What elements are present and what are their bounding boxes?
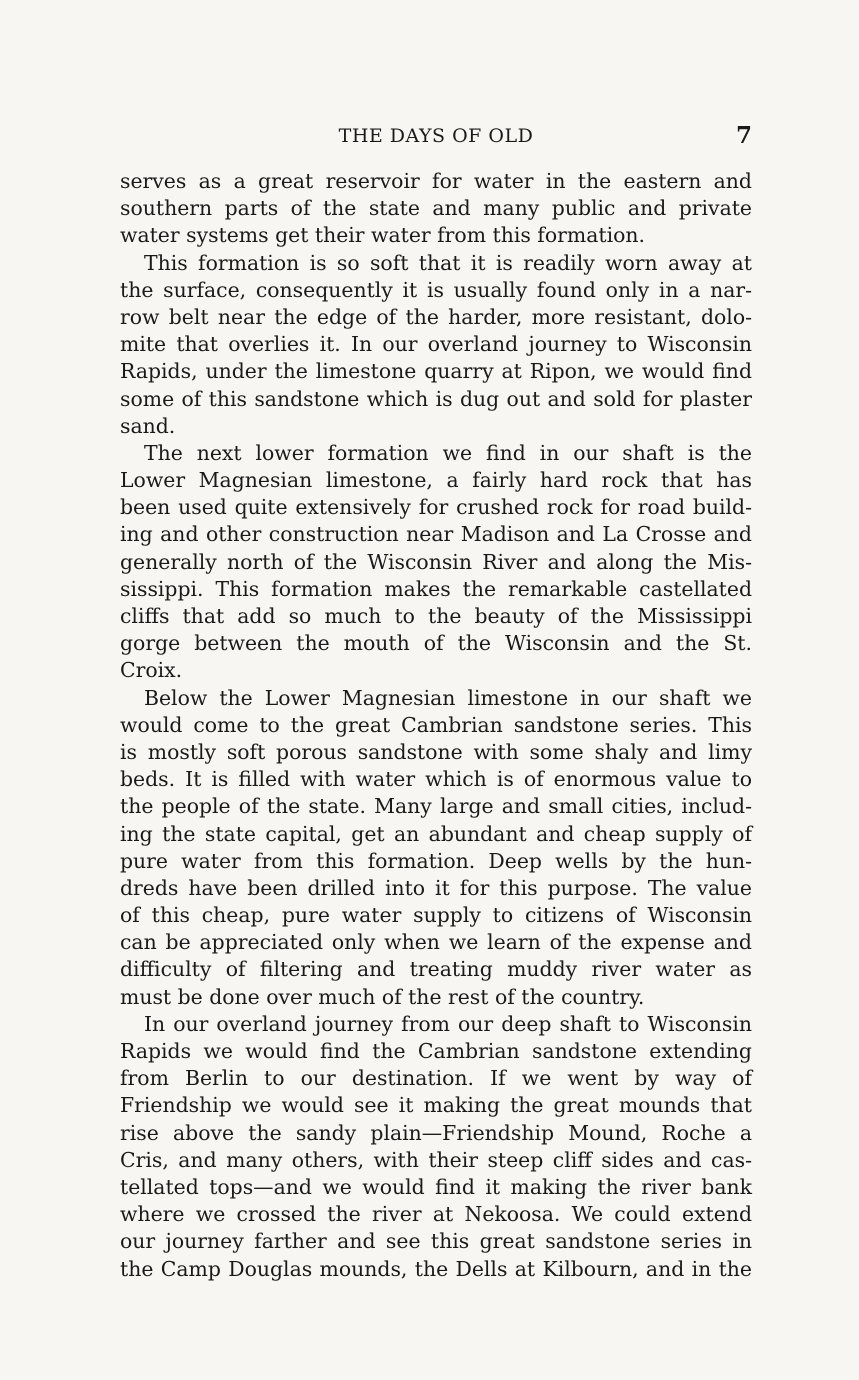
text-line: southern parts of the state and many public and private bbox=[120, 196, 752, 221]
text-line: rise above the sandy plain—Friendship Mound, Roche a bbox=[120, 1120, 752, 1145]
text-line: ing the state capital, get an abundant and cheap supply of bbox=[120, 821, 752, 846]
text-line: sissippi. This formation makes the remarkable castellated bbox=[120, 576, 752, 601]
text-line: dreds have been drilled into it for this purpose. The value bbox=[120, 875, 752, 900]
body-text bbox=[120, 168, 752, 1283]
text-line: where we crossed the river at Nekoosa. We could extend bbox=[120, 1202, 752, 1227]
text-line: Cris, and many others, with their steep cliff sides and cas- bbox=[120, 1147, 752, 1172]
text-line: would come to the great Cambrian sandstone series. This bbox=[120, 712, 752, 737]
text-line: can be appreciated only when we learn of the expense and bbox=[120, 930, 752, 955]
text-line: In our overland journey from our deep shaft to Wisconsin bbox=[144, 1011, 752, 1036]
text-line: The next lower formation we find in our shaft is the bbox=[144, 440, 752, 465]
text-line: water systems get their water from this formation. bbox=[120, 223, 645, 248]
text-line: pure water from this formation. Deep wells by the hun- bbox=[120, 848, 752, 873]
text-line: gorge between the mouth of the Wisconsin and the St. bbox=[120, 631, 752, 656]
running-title: THE DAYS OF OLD bbox=[338, 125, 534, 147]
text-line: ing and other construction near Madison and La Crosse and bbox=[120, 522, 752, 547]
text-line: the surface, consequently it is usually found only in a nar- bbox=[120, 277, 752, 302]
text-line: Friendship we would see it making the great mounds that bbox=[120, 1093, 752, 1118]
text-line: cliffs that add so much to the beauty of the Mississippi bbox=[120, 604, 752, 628]
running-head bbox=[120, 121, 752, 151]
text-line: mite that overlies it. In our overland journey to Wisconsin bbox=[120, 332, 752, 357]
text-line: generally north of the Wisconsin River and along the Mis- bbox=[120, 549, 752, 574]
text-line: row belt near the edge of the harder, more resistant, dolo- bbox=[120, 304, 752, 329]
text-line: must be done over much of the rest of the country. bbox=[120, 984, 645, 1009]
text-line: the people of the state. Many large and small cities, includ- bbox=[120, 794, 752, 819]
text-line: our journey farther and see this great sandstone series in bbox=[120, 1229, 752, 1254]
text-line: Below the Lower Magnesian limestone in our shaft we bbox=[144, 685, 752, 710]
text-line: Rapids, under the limestone quarry at Ripon, we would find bbox=[120, 359, 752, 384]
text-line: Croix. bbox=[120, 658, 183, 683]
text-line: difficulty of filtering and treating muddy river water as bbox=[120, 957, 752, 982]
text-line: is mostly soft porous sandstone with some shaly and limy bbox=[120, 739, 752, 764]
text-line: tellated tops—and we would find it making the river bank bbox=[120, 1174, 752, 1199]
text-line: serves as a great reservoir for water in the eastern and bbox=[120, 169, 752, 193]
text-line: Lower Magnesian limestone, a fairly hard rock that has bbox=[120, 468, 752, 493]
text-line: sand. bbox=[120, 413, 176, 438]
text-line: the Camp Douglas mounds, the Dells at Kilbourn, and in the bbox=[120, 1256, 752, 1281]
text-line: from Berlin to our destination. If we went by way of bbox=[120, 1066, 752, 1091]
text-line: been used quite extensively for crushed rock for road build- bbox=[120, 495, 752, 520]
text-line: of this cheap, pure water supply to citizens of Wisconsin bbox=[120, 903, 752, 928]
text-line: This formation is so soft that it is readily worn away at bbox=[144, 250, 752, 275]
text-line: Rapids we would find the Cambrian sandstone extending bbox=[120, 1039, 752, 1063]
text-line: beds. It is filled with water which is of enormous value to bbox=[120, 767, 752, 792]
text-line: some of this sandstone which is dug out and sold for plaster bbox=[120, 386, 752, 411]
page-number: 7 bbox=[735, 122, 752, 149]
